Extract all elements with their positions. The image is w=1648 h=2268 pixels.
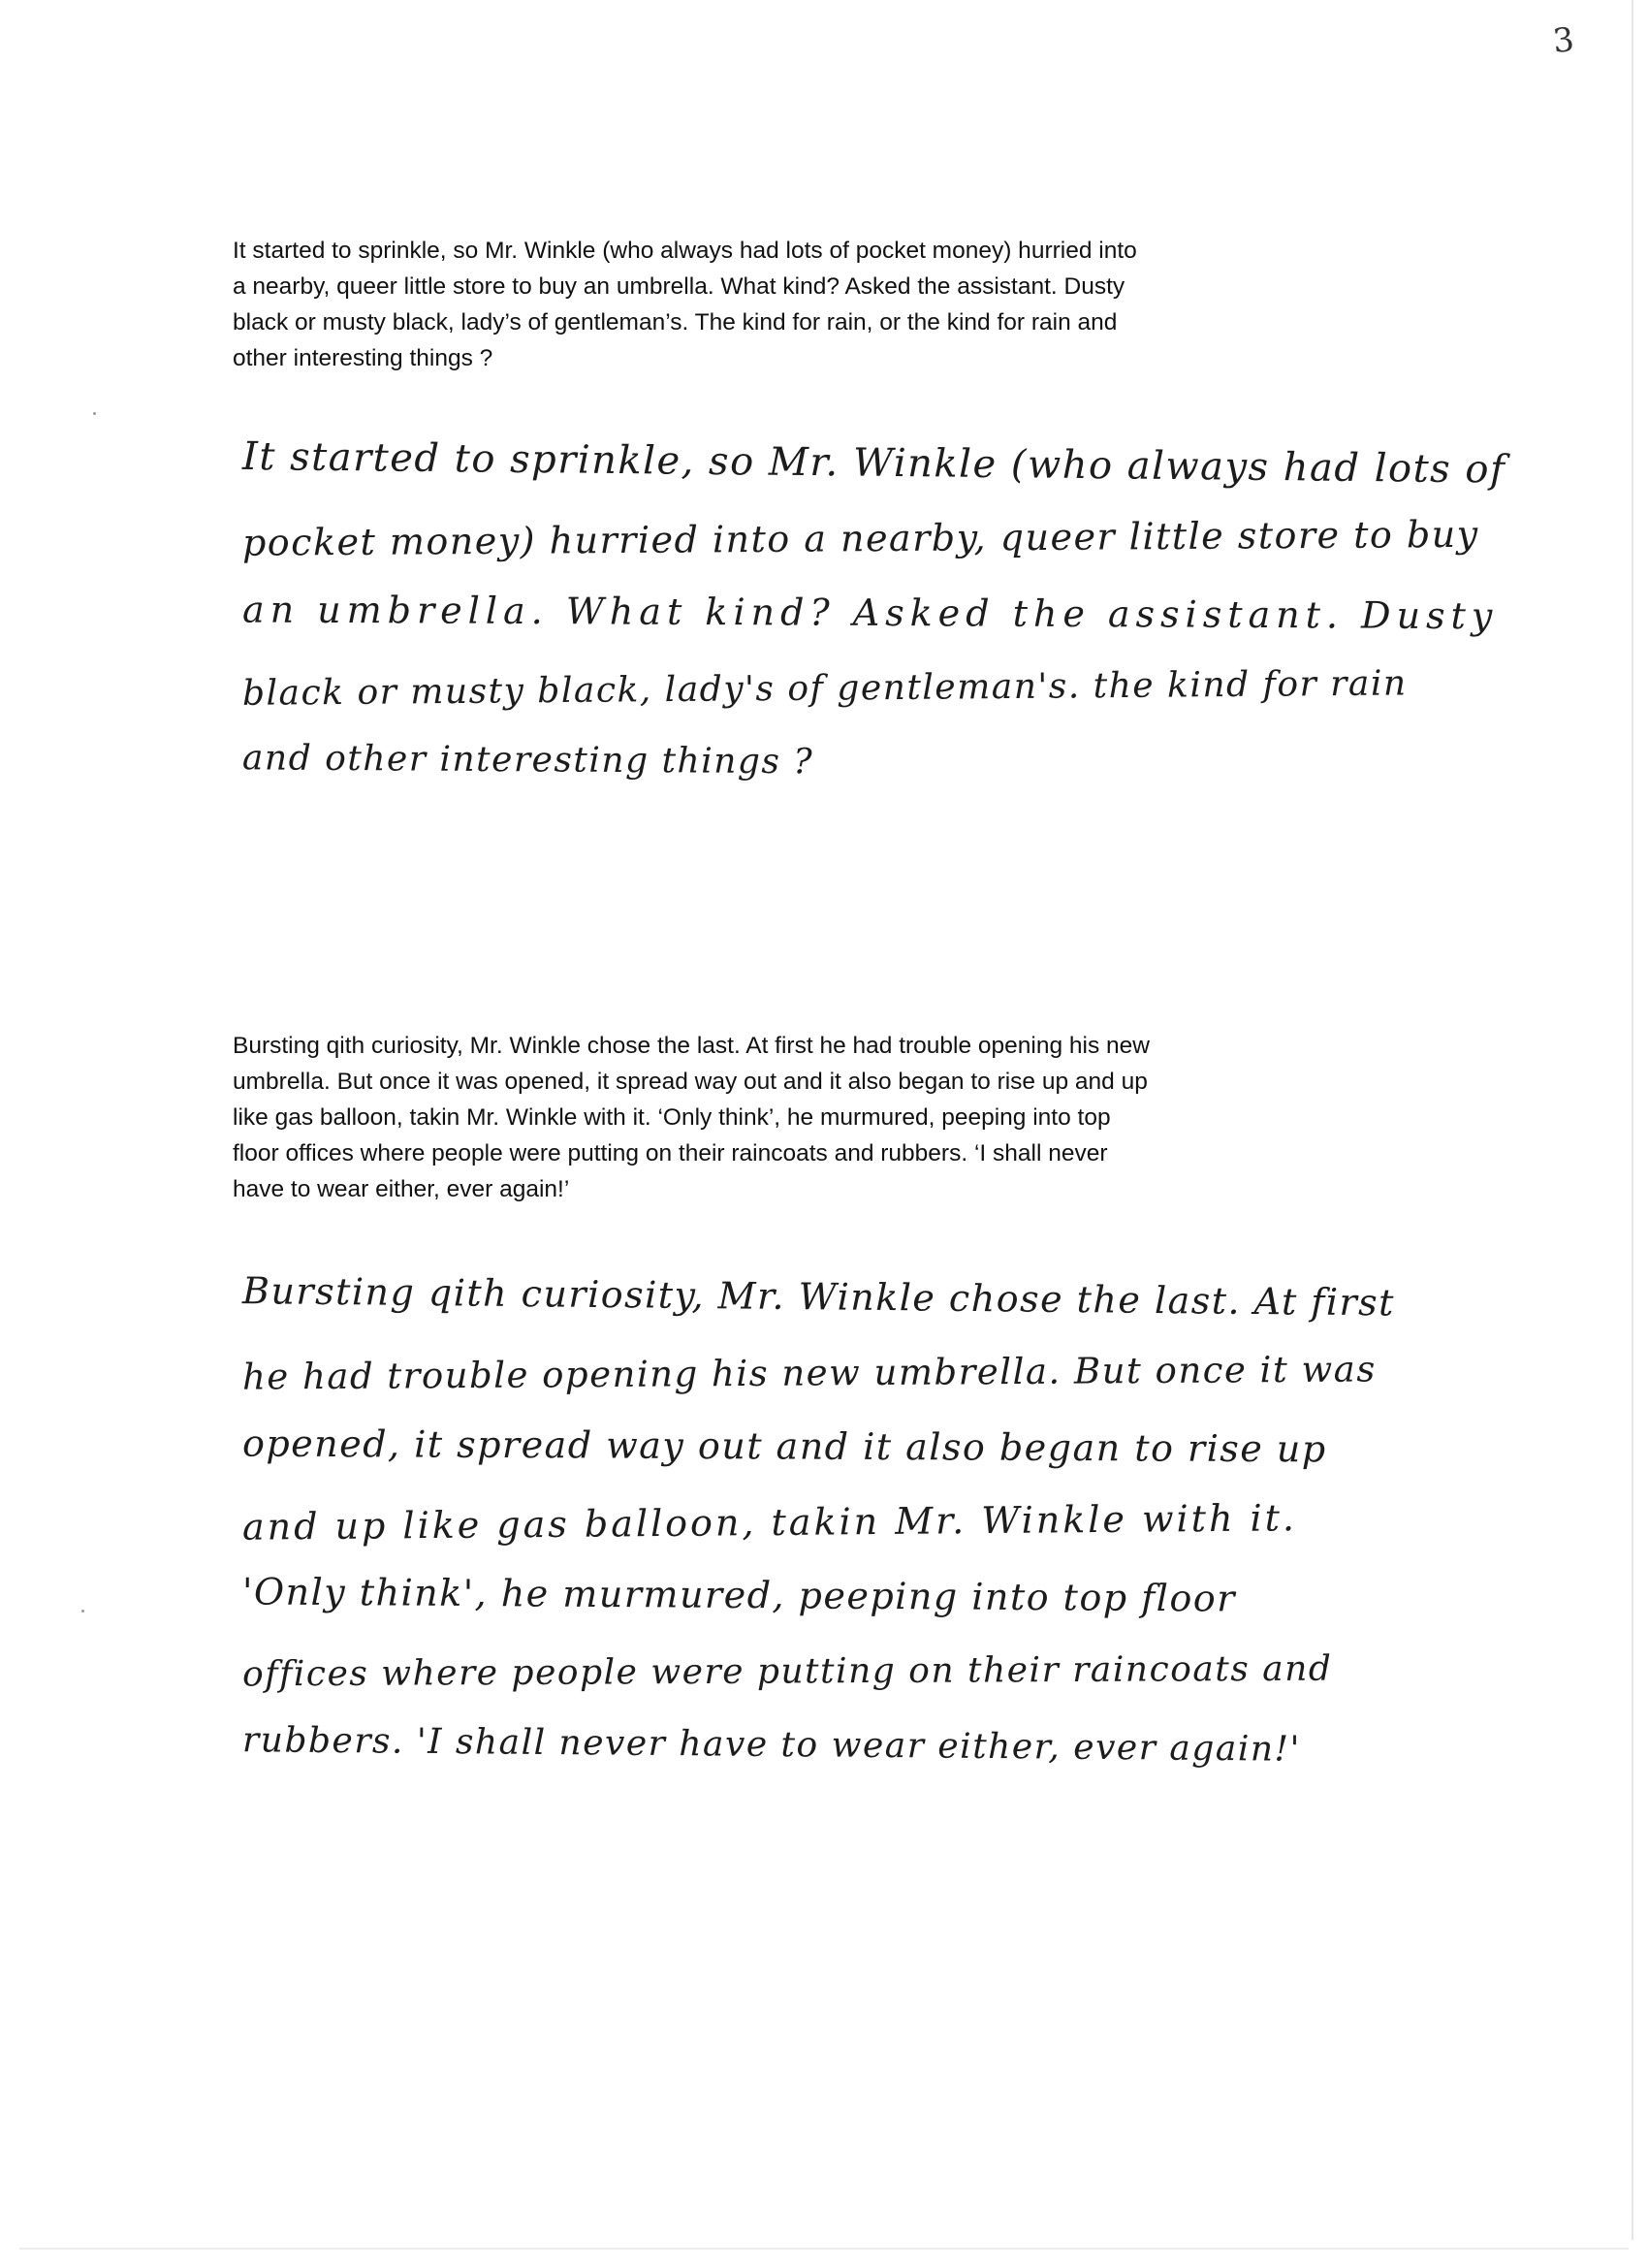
- handwritten-line: It started to sprinkle, so Mr. Winkle (who always had lots of: [241, 433, 1506, 493]
- typed-line: It started to sprinkle, so Mr. Winkle (who always had lots of pocket money) hurried into: [233, 238, 1137, 264]
- handwritten-line: Bursting qith curiosity, Mr. Winkle chose the last. At first: [241, 1269, 1396, 1325]
- speck: [81, 1610, 84, 1613]
- typed-line: Bursting qith curiosity, Mr. Winkle chose the last. At first he had trouble opening his new: [233, 1033, 1150, 1059]
- typed-line: have to wear either, ever again!’: [233, 1176, 570, 1202]
- page-edge-bottom: [19, 2248, 1629, 2250]
- handwritten-line: black or musty black, lady's of gentleman's. the kind for rain: [241, 663, 1408, 714]
- typed-line: floor offices where people were putting on their raincoats and rubbers. ‘I shall never: [233, 1140, 1108, 1166]
- handwritten-line: 'Only think', he murmured, peeping into top floor: [241, 1570, 1236, 1620]
- handwritten-line: rubbers. 'I shall never have to wear either, ever again!': [241, 1720, 1302, 1770]
- typed-passage-1: [233, 233, 1415, 376]
- handwritten-line: pocket money) hurried into a nearby, queer little store to buy: [241, 512, 1479, 564]
- handwritten-line: and other interesting things ?: [241, 738, 814, 783]
- typed-line: umbrella. But once it was opened, it spread way out and it also began to rise up and up: [233, 1069, 1148, 1095]
- typed-line: black or musty black, lady’s of gentleman’s. The kind for rain, or the kind for rain and: [233, 309, 1118, 335]
- page-edge-right: [1632, 0, 1633, 2240]
- handwritten-line: an umbrella. What kind? Asked the assistant. Dusty: [241, 588, 1499, 638]
- handwritten-passage-1: [242, 427, 1551, 800]
- page-number: 3: [1550, 19, 1576, 62]
- typed-line: other interesting things ?: [233, 345, 493, 371]
- handwritten-line: offices where people were putting on their raincoats and: [241, 1648, 1333, 1695]
- handwritten-line: opened, it spread way out and it also began to rise up: [241, 1421, 1327, 1471]
- handwritten-line: and up like gas balloon, takin Mr. Winkle with it.: [241, 1496, 1298, 1549]
- handwritten-line: he had trouble opening his new umbrella. But once it was: [241, 1348, 1377, 1398]
- speck: [93, 412, 96, 415]
- typed-line: a nearby, queer little store to buy an umbrella. What kind? Asked the assistant. Dusty: [233, 273, 1125, 300]
- handwritten-passage-2: [242, 1261, 1522, 1783]
- typed-passage-2: [233, 1028, 1415, 1207]
- typed-line: like gas balloon, takin Mr. Winkle with it. ‘Only think’, he murmured, peeping into top: [233, 1104, 1111, 1131]
